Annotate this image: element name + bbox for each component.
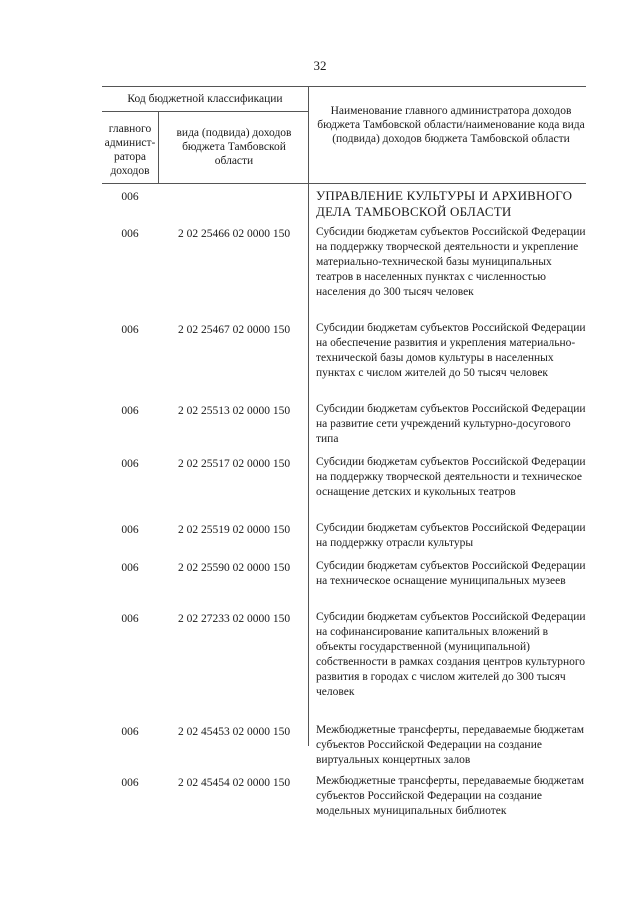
column-divider-2 bbox=[308, 86, 309, 746]
row-admin-code: 006 bbox=[121, 324, 139, 336]
row-admin-code: 006 bbox=[121, 777, 139, 789]
row-admin-code: 006 bbox=[121, 613, 139, 625]
row-income-code: 2 02 25466 02 0000 150 bbox=[177, 228, 291, 240]
row-name: УПРАВЛЕНИЕ КУЛЬТУРЫ И АРХИВНОГО ДЕЛА ТАМБОВСКОЙ ОБЛАСТИ bbox=[316, 188, 573, 219]
row-name: Субсидии бюджетам субъектов Российской Федерации на техническое оснащение муниципальных музеев bbox=[316, 560, 586, 587]
row-admin-code: 006 bbox=[121, 726, 139, 738]
row-admin-code: 006 bbox=[121, 228, 139, 240]
row-name: Межбюджетные трансферты, передаваемые бюджетам субъектов Российской Федерации на создание виртуальных концертных залов bbox=[316, 724, 585, 766]
row-admin-code: 006 bbox=[121, 191, 139, 203]
row-admin-code: 006 bbox=[121, 458, 139, 470]
header-bottom-border bbox=[102, 183, 586, 184]
row-income-code: 2 02 25517 02 0000 150 bbox=[177, 458, 291, 470]
row-name: Межбюджетные трансферты, передаваемые бюджетам субъектов Российской Федерации на создание модельных муниципальных библиотек bbox=[316, 775, 585, 817]
row-income-code: 2 02 27233 02 0000 150 bbox=[177, 613, 291, 625]
row-income-code: 2 02 45453 02 0000 150 bbox=[177, 726, 291, 738]
row-income-code: 2 02 25590 02 0000 150 bbox=[177, 562, 291, 574]
row-name: Субсидии бюджетам субъектов Российской Федерации на развитие сети учреждений культурно-досугового типа bbox=[316, 403, 586, 445]
row-name: Субсидии бюджетам субъектов Российской Федерации на поддержку творческой деятельности и техническое оснащение детских и кукольных театров bbox=[316, 456, 586, 498]
header-group-title: Код бюджетной классификации bbox=[127, 93, 283, 105]
row-income-code: 2 02 45454 02 0000 150 bbox=[177, 777, 291, 789]
row-income-code: 2 02 25513 02 0000 150 bbox=[177, 405, 291, 417]
row-income-code: 2 02 25519 02 0000 150 bbox=[177, 524, 291, 536]
row-admin-code: 006 bbox=[121, 405, 139, 417]
row-income-code: 2 02 25467 02 0000 150 bbox=[177, 324, 291, 336]
row-admin-code: 006 bbox=[121, 562, 139, 574]
row-name: Субсидии бюджетам субъектов Российской Федерации на поддержку творческой деятельности и укрепление материально-технической базы муниципальных театров в населенных пунктах с численностью населения до 300 тысяч человек bbox=[316, 226, 586, 298]
table-top-border bbox=[102, 86, 586, 87]
header-group-underline bbox=[102, 111, 308, 112]
row-name: Субсидии бюджетам субъектов Российской Федерации на софинансирование капитальных вложений в объекты государственной (муниципальной) собственности в рамках создания центров культурного развития в городах с числом жителей до 300 тысяч человек bbox=[316, 611, 586, 698]
row-name: Субсидии бюджетам субъектов Российской Федерации на обеспечение развития и укрепления материально-технической базы домов культуры в населенных пунктах с числом жителей до 50 тысяч человек bbox=[316, 322, 586, 379]
header-admin-column: главного админист-ратора доходов bbox=[104, 123, 156, 177]
column-divider-1 bbox=[158, 111, 159, 183]
row-admin-code: 006 bbox=[121, 524, 139, 536]
page-number: 32 bbox=[313, 58, 327, 73]
header-code-column: вида (подвида) доходов бюджета Тамбовской области bbox=[176, 127, 292, 167]
row-name: Субсидии бюджетам субъектов Российской Федерации на поддержку отрасли культуры bbox=[316, 522, 586, 549]
header-name-column: Наименование главного администратора доходов бюджета Тамбовской области/наименование кода вида (подвида) доходов бюджета Тамбовской области bbox=[317, 105, 585, 145]
